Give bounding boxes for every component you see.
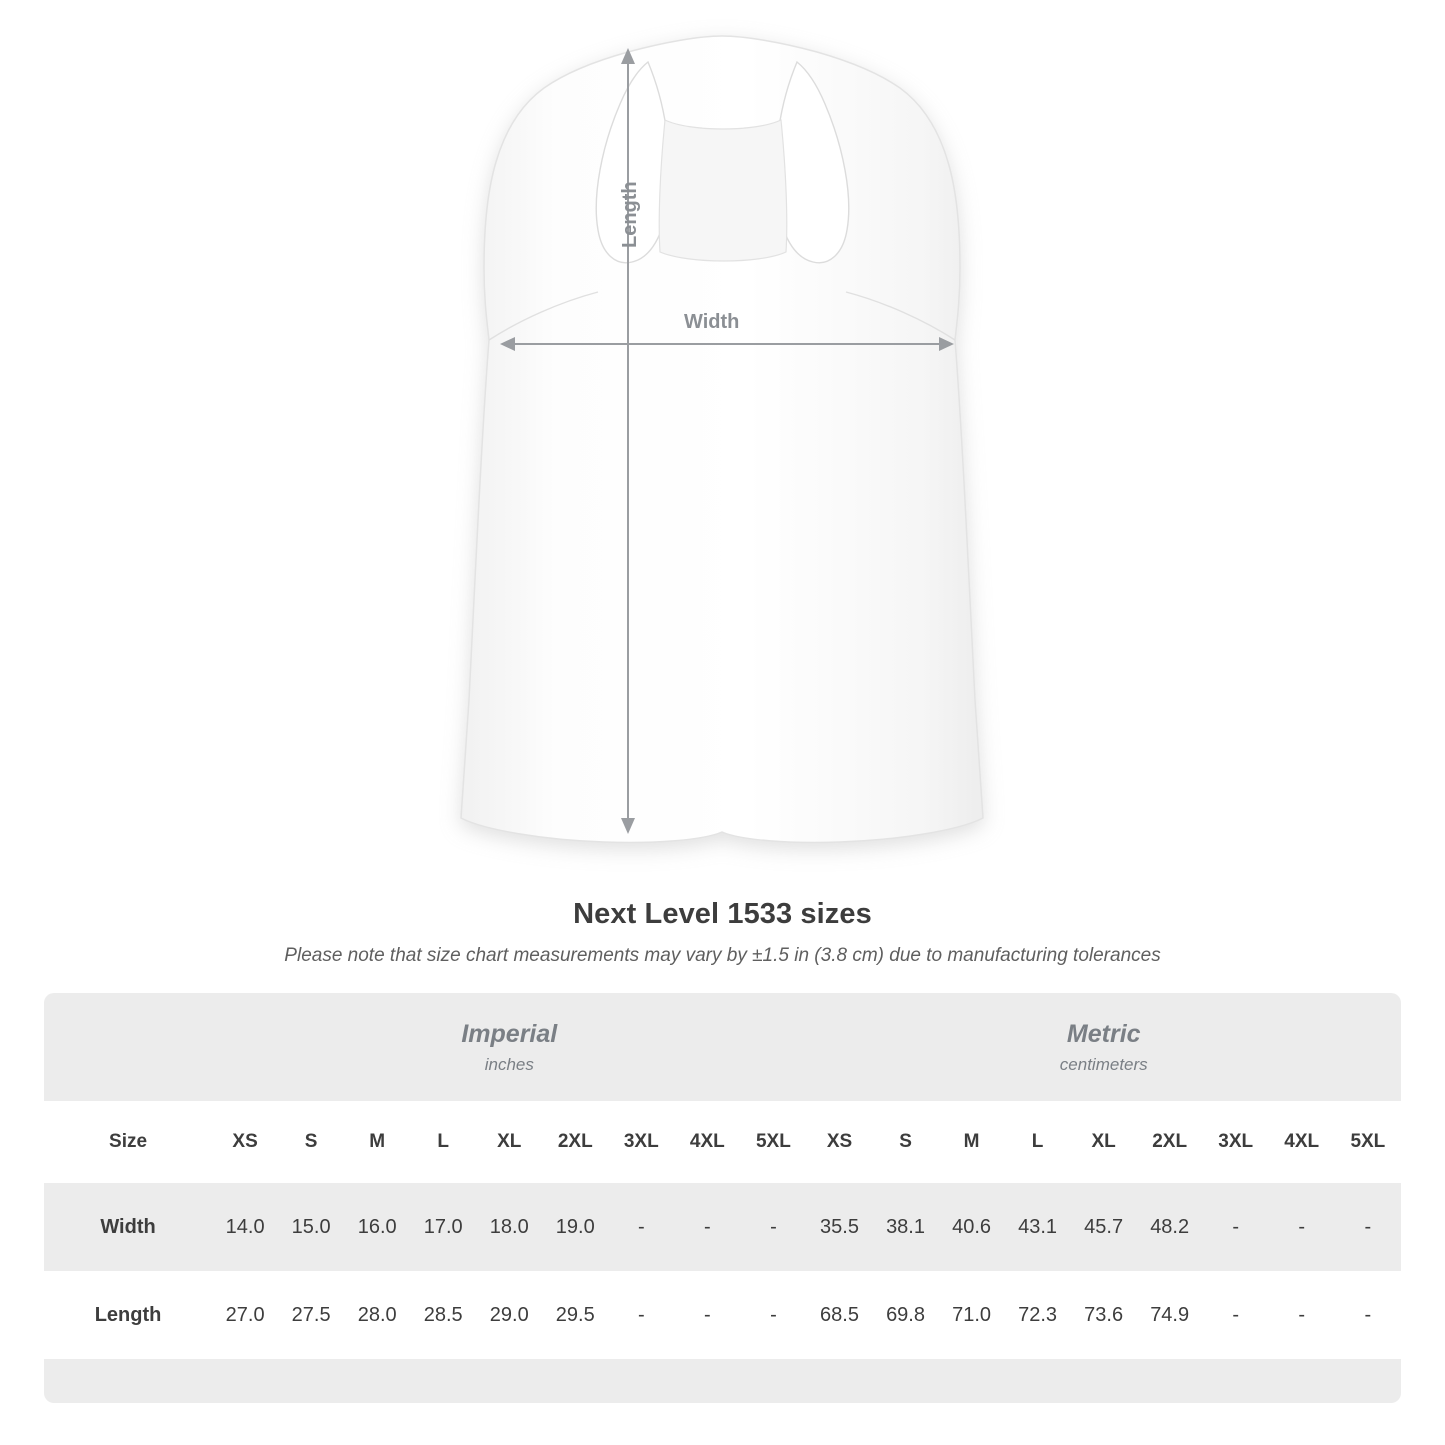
col-header-imperial-4xl: 4XL — [674, 1101, 740, 1183]
imperial-unit: inches — [484, 1054, 534, 1074]
table-footer-band — [44, 1359, 1401, 1403]
length-imperial-xs: 27.0 — [225, 1303, 265, 1326]
width-dimension-label: Width — [684, 311, 740, 333]
col-header-metric-m: M — [939, 1101, 1005, 1183]
col-header-metric-5xl: 5XL — [1335, 1101, 1401, 1183]
width-imperial-xs: 14.0 — [212, 1183, 278, 1271]
width-metric-s: 38.1 — [873, 1183, 939, 1271]
width-imperial-4xl: - — [674, 1183, 740, 1271]
length-imperial-m: 28.0 — [357, 1303, 397, 1326]
width-imperial-xl: 18.0 — [476, 1183, 542, 1271]
length-metric-5xl: - — [1364, 1303, 1372, 1326]
size-header-row — [44, 1101, 1401, 1183]
length-metric-xs: 68.5 — [820, 1303, 859, 1326]
width-metric-m: 40.6 — [939, 1183, 1005, 1271]
table-row-width — [44, 1183, 1401, 1271]
col-header-metric-xs: XS — [806, 1101, 872, 1183]
width-metric-2xl: 48.2 — [1137, 1183, 1203, 1271]
metric-label: Metric — [1066, 1019, 1141, 1048]
row-label-width: Width — [44, 1183, 212, 1271]
col-header-metric-xl: XL — [1071, 1101, 1137, 1183]
col-header-metric-2xl: 2XL — [1137, 1101, 1203, 1183]
col-header-imperial-xs: XS — [212, 1101, 278, 1183]
length-metric-3xl: - — [1232, 1303, 1240, 1326]
col-header-imperial-xl: XL — [476, 1101, 542, 1183]
row-label-length: Length — [44, 1271, 212, 1359]
width-metric-4xl: - — [1269, 1183, 1335, 1271]
col-header-imperial-3xl: 3XL — [608, 1101, 674, 1183]
size-table-wrapper — [44, 993, 1401, 1403]
metric-unit: centimeters — [1059, 1054, 1148, 1074]
width-metric-3xl: - — [1203, 1183, 1269, 1271]
length-dimension-label: Length — [619, 181, 641, 248]
length-imperial-3xl: - — [637, 1303, 645, 1326]
width-imperial-3xl: - — [608, 1183, 674, 1271]
length-metric-xl: 73.6 — [1084, 1303, 1124, 1326]
col-header-metric-s: S — [873, 1101, 939, 1183]
tolerance-note: Please note that size chart measurements may vary by ±1.5 in (3.8 cm) due to manufacturing tolerances — [284, 945, 1161, 966]
width-metric-xl: 45.7 — [1071, 1183, 1137, 1271]
imperial-group-header — [212, 993, 806, 1101]
col-header-imperial-s: S — [278, 1101, 344, 1183]
width-metric-xs: 35.5 — [806, 1183, 872, 1271]
width-imperial-s: 15.0 — [278, 1183, 344, 1271]
width-imperial-5xl: - — [740, 1183, 806, 1271]
length-metric-l: 72.3 — [1018, 1303, 1058, 1326]
col-header-imperial-5xl: 5XL — [740, 1101, 806, 1183]
col-header-imperial-m: M — [344, 1101, 410, 1183]
length-metric-s: 69.8 — [886, 1303, 925, 1326]
size-table — [44, 993, 1401, 1403]
length-imperial-5xl: - — [770, 1303, 777, 1326]
length-metric-m: 71.0 — [952, 1303, 992, 1326]
width-imperial-2xl: 19.0 — [542, 1183, 608, 1271]
width-metric-5xl: - — [1335, 1183, 1401, 1271]
col-header-metric-3xl: 3XL — [1203, 1101, 1269, 1183]
unit-spacer — [44, 993, 212, 1101]
width-imperial-l: 17.0 — [410, 1183, 476, 1271]
col-header-metric-4xl: 4XL — [1269, 1101, 1335, 1183]
table-footer-cell — [44, 1359, 1401, 1403]
length-imperial-s: 27.5 — [291, 1303, 331, 1326]
length-metric-2xl: 74.9 — [1150, 1303, 1190, 1326]
length-imperial-2xl: 29.5 — [555, 1303, 595, 1326]
metric-group-header — [806, 993, 1401, 1101]
width-metric-l: 43.1 — [1005, 1183, 1071, 1271]
table-row-length — [44, 1271, 1401, 1359]
width-imperial-m: 16.0 — [344, 1183, 410, 1271]
unit-header-row — [44, 993, 1401, 1101]
length-imperial-l: 28.5 — [423, 1303, 463, 1326]
imperial-label: Imperial — [461, 1019, 558, 1048]
length-metric-4xl: - — [1298, 1303, 1306, 1326]
col-header-metric-l: L — [1005, 1101, 1071, 1183]
size-header-label: Size — [44, 1101, 212, 1183]
title-block — [0, 898, 1445, 967]
col-header-imperial-l: L — [410, 1101, 476, 1183]
length-imperial-xl: 29.0 — [489, 1303, 529, 1326]
length-imperial-4xl: - — [703, 1303, 711, 1326]
page-title: Next Level 1533 sizes — [573, 898, 872, 930]
col-header-imperial-2xl: 2XL — [542, 1101, 608, 1183]
